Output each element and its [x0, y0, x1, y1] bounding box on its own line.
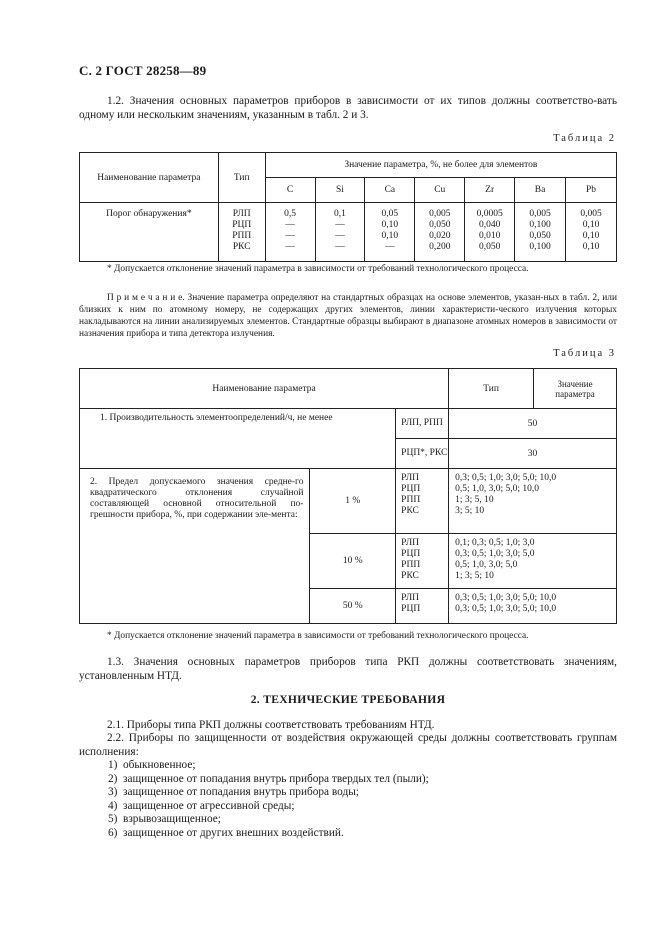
t2-element-header: Cu [415, 178, 465, 203]
t2-value: — [285, 231, 295, 241]
t3-header-type: Тип [449, 369, 534, 408]
t2-value: 0,5 [284, 209, 297, 219]
t3-type: РПП [401, 560, 421, 570]
t2-param-name: Порог обнаружения* [80, 203, 219, 262]
table3-caption: Таблица 3 [553, 348, 616, 359]
paragraph-1-3: 1.3. Значения основных параметров приборов типа РКП должны соответствовать значениям, установленным НТД. [79, 656, 617, 682]
t2-value: — [285, 220, 295, 230]
list-number: 4) [108, 799, 118, 812]
t2-types [218, 203, 265, 262]
list-item [108, 827, 429, 841]
paragraph-1-2: 1.2. Значения основных параметров приборов в зависимости от их типов должны соответство-вать одному или нескольким значениям, указанным в табл. 2 и 3. [79, 95, 617, 121]
t2-header-param: Наименование параметра [80, 153, 219, 203]
t3-value: 0,5; 1,0, 3,0; 5,0 [455, 560, 518, 570]
t2-value: 0,10 [381, 231, 399, 241]
paragraph-2-1: 2.1. Приборы типа РКП должны соответствовать требованиям НТД. [107, 719, 435, 731]
t3-row1b-types: РЦП*, РКС [396, 439, 449, 469]
t2-value: 0,10 [381, 220, 399, 230]
t3-header-type-value [449, 369, 617, 409]
list-number: 3) [108, 786, 118, 799]
t3-value: 0,3; 0,5; 1,0; 3,0; 5,0; 10,0 [455, 473, 557, 483]
list-item [108, 786, 429, 800]
t2-type: РПП [232, 231, 252, 241]
t3-type: РЦП [401, 604, 421, 614]
t3-type: РЛП [401, 473, 420, 483]
t2-value: 0,100 [529, 242, 551, 252]
list-item [108, 773, 429, 787]
t2-value: 0,05 [381, 209, 399, 219]
t3-value: 0,1; 0,3; 0,5; 1,0; 3,0 [455, 538, 535, 548]
t2-value: 0,020 [429, 231, 451, 241]
t2-value: 0,10 [582, 220, 600, 230]
t2-value: 0,10 [582, 242, 600, 252]
t2-element-header: Zr [465, 178, 515, 203]
t2-col-pb [566, 203, 617, 262]
list-item [108, 813, 429, 827]
t2-value: — [285, 242, 295, 252]
list-text: взрывозащищенное; [123, 813, 221, 826]
t3-content: 10 % [310, 534, 396, 589]
list-text: защищенное от других внешних воздействий. [123, 826, 344, 839]
t3-type: РЦП [401, 484, 421, 494]
t3-type: РКС [401, 506, 419, 516]
t2-header-values: Значение параметра, %, не более для элементов [265, 153, 616, 178]
t3-type: РКС [401, 571, 419, 581]
t3-types [396, 469, 449, 534]
t3-types [396, 589, 449, 624]
t2-value: 0,100 [529, 220, 551, 230]
t3-value: 3; 5; 10 [455, 506, 485, 516]
list-text: защищенное от попадания внутрь прибора воды; [123, 786, 359, 799]
t3-value: 1; 3; 5; 10 [455, 571, 494, 581]
t2-col-si [315, 203, 365, 262]
t2-col-zr [465, 203, 515, 262]
list-number: 6) [108, 826, 118, 839]
table-2 [79, 152, 617, 262]
t2-element-header: Pb [566, 178, 617, 203]
t2-header-type: Тип [218, 153, 265, 203]
list-number: 5) [108, 813, 118, 826]
list-text: защищенное от агрессивной среды; [123, 799, 295, 812]
t2-value: — [335, 242, 345, 252]
t3-type: РЦП [401, 549, 421, 559]
t2-element-header: Ba [515, 178, 566, 203]
t3-row2-param: 2. Предел допускаемого значения средне-го квадратического отклонения случайной составляющей основной относительной по-грешности прибора, %, при содержании эле-мента: [80, 469, 310, 624]
list-number: 1) [108, 759, 118, 771]
t2-element-header: Si [315, 178, 365, 203]
t2-element-header: Ca [365, 178, 415, 203]
t2-col-ba [515, 203, 566, 262]
t2-value: 0,005 [580, 209, 602, 219]
t2-value: — [385, 242, 395, 252]
t2-type: РЦП [232, 220, 252, 230]
t2-col-c [265, 203, 315, 262]
t3-row1-param: 1. Производительность элементоопределений/ч, не менее [80, 409, 396, 469]
list-item [108, 800, 429, 814]
list-text: обыкновенное; [123, 759, 196, 771]
t2-value: 0,005 [529, 209, 551, 219]
t2-col-ca [365, 203, 415, 262]
t3-value: 0,3; 0,5; 1,0; 3,0; 5,0; 10,0 [455, 593, 557, 603]
t3-value: 0,3; 0,5; 1,0; 3,0; 5,0 [455, 549, 535, 559]
t3-type: РЛП [401, 538, 420, 548]
t3-type: РПП [401, 495, 421, 505]
t2-value: — [335, 220, 345, 230]
t3-value: 0,5; 1,0, 3,0; 5,0; 10,0 [455, 484, 539, 494]
t2-col-cu [415, 203, 465, 262]
t2-value: 0,10 [582, 231, 600, 241]
t2-value: 0,0005 [476, 209, 503, 219]
t2-value: 0,010 [478, 231, 501, 241]
t3-values [449, 589, 617, 624]
t2-type: РЛП [232, 209, 251, 219]
t3-header-value: Значение параметра [555, 378, 595, 399]
execution-groups-list [108, 759, 429, 841]
t2-value: 0,050 [478, 242, 501, 252]
t2-value: 0,040 [478, 220, 501, 230]
t2-value: 0,050 [429, 220, 451, 230]
t3-content: 1 % [310, 469, 396, 534]
t3-value: 0,3; 0,5; 1,0; 3,0; 5,0; 10,0 [455, 604, 557, 614]
table2-footnote: * Допускается отклонение значений параметра в зависимости от требований технологического процесса. [107, 264, 529, 274]
section-title: 2. ТЕХНИЧЕСКИЕ ТРЕБОВАНИЯ [250, 693, 446, 706]
t3-content: 50 % [310, 589, 396, 624]
paragraph-2-2: 2.2. Приборы по защищенности от воздействия окружающей среды должны соответствовать группам исполнения: [79, 732, 617, 758]
page-header: С. 2 ГОСТ 28258—89 [79, 63, 207, 78]
t2-value: 0,1 [334, 209, 346, 219]
table2-caption: Таблица 2 [553, 133, 616, 144]
list-text: защищенное от попадания внутрь прибора твердых тел (пыли); [123, 772, 429, 785]
list-number: 2) [108, 772, 118, 785]
list-item [108, 759, 429, 773]
t2-value: — [335, 231, 345, 241]
t3-values [449, 469, 617, 534]
t3-row1b-value: 30 [449, 439, 617, 469]
t3-values [449, 534, 617, 589]
t2-value: 0,005 [429, 209, 451, 219]
t2-value: 0,050 [529, 231, 551, 241]
t2-value: 0,200 [429, 242, 451, 252]
t3-type: РЛП [401, 593, 420, 603]
t3-row1a-types: РЛП, РПП [396, 409, 449, 439]
t3-value: 1; 3; 5, 10 [455, 495, 494, 505]
table3-footnote: * Допускается отклонение значений параметра в зависимости от требований технологического процесса. [107, 631, 529, 641]
table-3 [79, 368, 617, 624]
t2-element-header: C [265, 178, 315, 203]
t3-header-param: Наименование параметра [80, 369, 449, 409]
t2-type: РКС [232, 242, 251, 252]
note: П р и м е ч а н и е. Значение параметра определяют на стандартных образцах на основе элементов, указан-ных в табл. 2, или близких к ним по атомному номеру, не содержащих других элементов, линии характеристи-ческого излучения которых накладываются на линии анализируемых элементов. Стандартные образцы выбирают в диапазоне атомных номеров в зависимости от назначения прибора и типа детектора излучения. [79, 293, 617, 339]
t3-types [396, 534, 449, 589]
t3-row1a-value: 50 [449, 409, 617, 439]
